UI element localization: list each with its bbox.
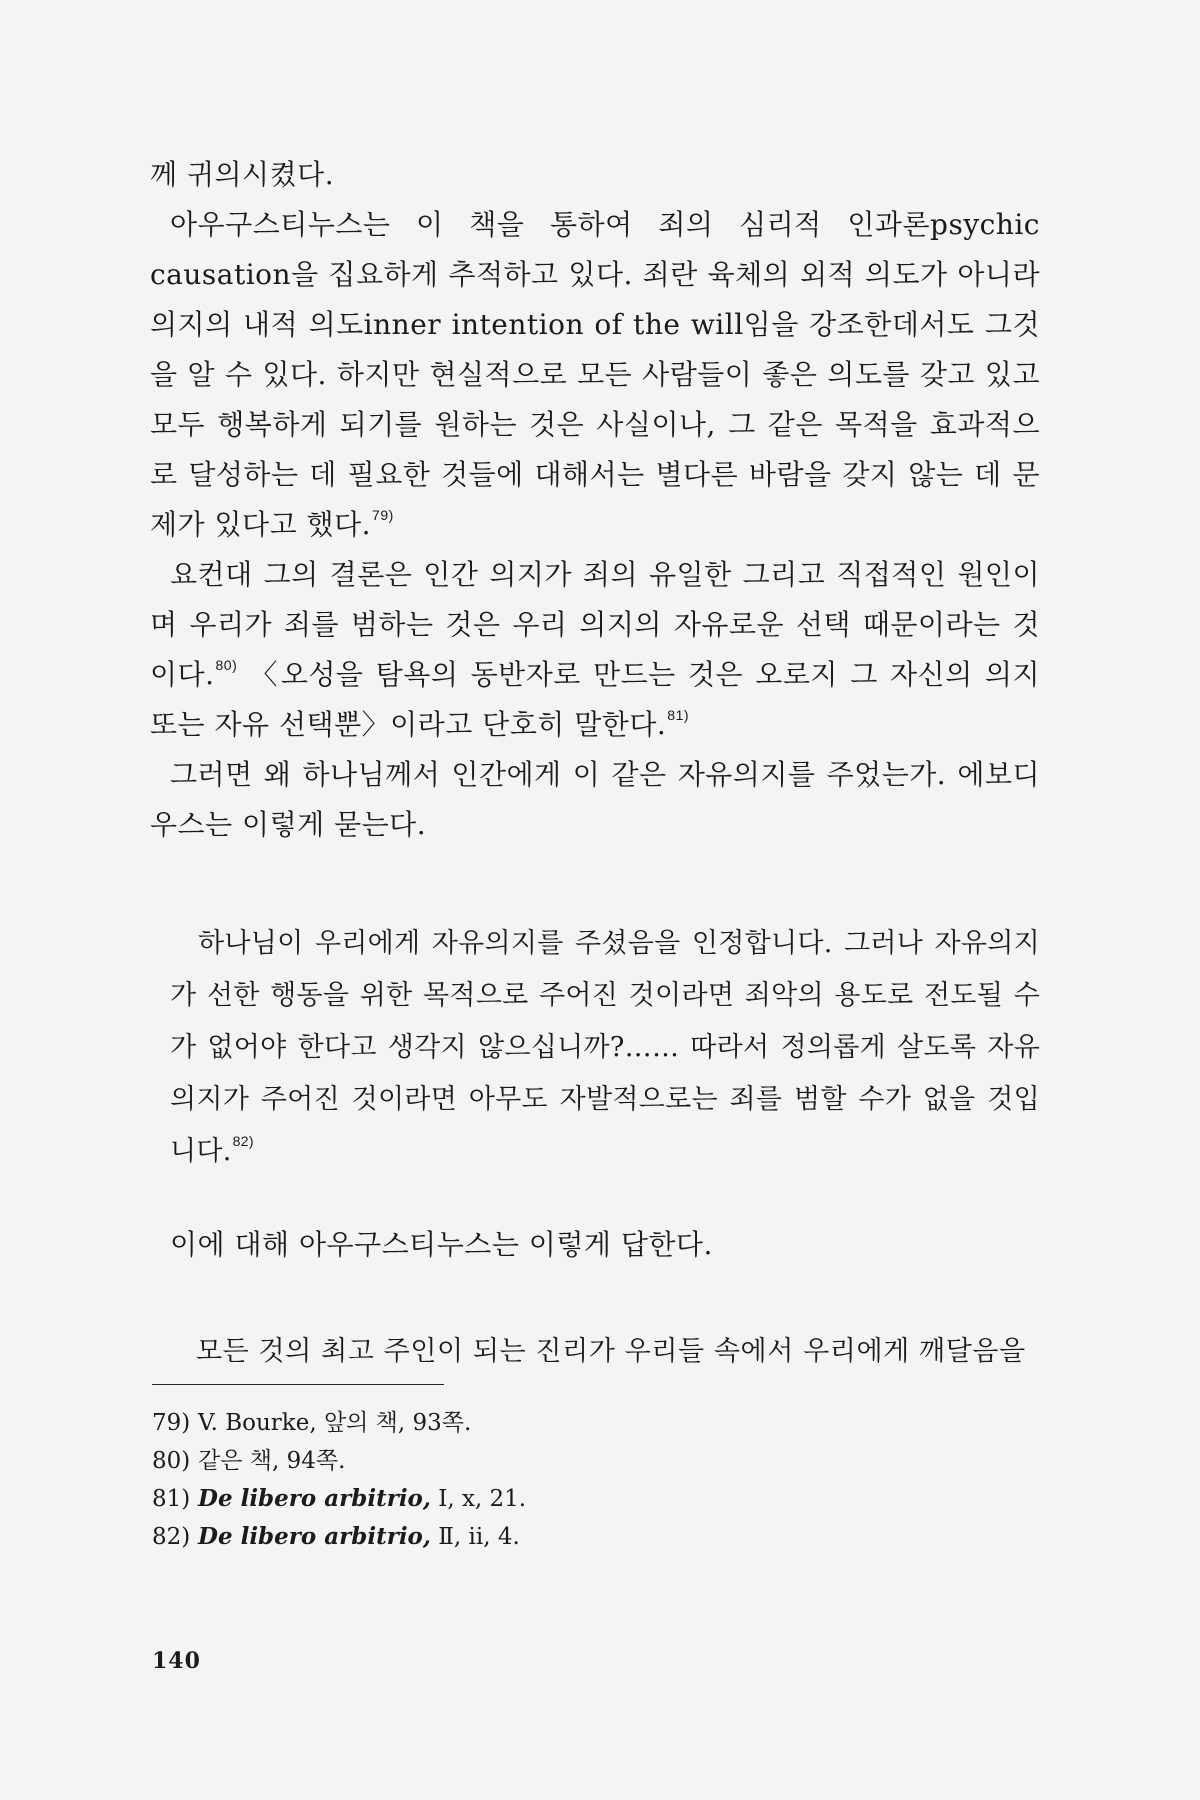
footnote-separator: [152, 1384, 444, 1385]
footnote-ref-81: 81): [667, 707, 690, 723]
block-quote: [170, 918, 1040, 1178]
footnote-item: 79) V. Bourke, 앞의 책, 93쪽.: [152, 1410, 472, 1436]
page-number: 140: [152, 1648, 201, 1674]
answer-line: 이에 대해 아우구스티누스는 이렇게 답한다.: [170, 1228, 713, 1261]
footnote-ref-82: 82): [232, 1133, 254, 1149]
answer-quote-start: 모든 것의 최고 주인이 되는 진리가 우리들 속에서 우리에게 깨달음을: [196, 1336, 1026, 1367]
footnote-item: 81) De libero arbitrio, Ⅰ, x, 21.: [152, 1485, 527, 1512]
paragraph-1: 께 귀의시켰다.: [150, 158, 335, 191]
footnote-item: 82) De libero arbitrio, Ⅱ, ii, 4.: [152, 1523, 520, 1550]
paragraph-4: 그러면 왜 하나님께서 인간에게 이 같은 자유의지를 주었는가. 에보디우스는 이렇게 묻는다.: [150, 758, 1040, 841]
footnote-ref-79: 79): [372, 507, 394, 523]
footnote-item: 80) 같은 책, 94쪽.: [152, 1448, 346, 1474]
quote-paragraph: 하나님이 우리에게 자유의지를 주셨음을 인정합니다. 그러나 자유의지가 선한 행동을 위한 목적으로 주어진 것이라면 죄악의 용도로 전도될 수가 없어야 한다고 생각지 않으십니까?…… 따라서 정의롭게 살도록 자유의지가 주어진 것이라면 아무도 자발적으로는 죄를 범할 수가 없을 것입니다.$^{82)}$: [170, 928, 1040, 1167]
footnote-ref-80: 80): [215, 657, 238, 673]
paragraph-2: 아우구스티누스는 이 책을 통하여 죄의 심리적 인과론psychic causation을 집요하게 추적하고 있다. 죄란 육체의 외적 의도가 아니라 의지의 내적 의도inner intention of the will임을 강조한데서도 그것을 알 수 있다. 하지만 현실적으로 모든 사람들이 좋은 의도를 갖고 있고 모두 행복하게 되기를 원하는 것은 사실이나, 그 같은 목적을 효과적으로 달성하는 데 필요한 것들에 대해서는 별다른 바람을 갖지 않는 데 문제가 있다고 했다.$^{79)}$: [150, 208, 1040, 541]
paragraph-3: 요컨대 그의 결론은 인간 의지가 죄의 유일한 그리고 직접적인 원인이며 우리가 죄를 범하는 것은 우리 의지의 자유로운 선택 때문이라는 것이다.$^{80)}$ 〈오성을 탐욕의 동반자로 만드는 것은 오로지 그 자신의 의지 또는 자유 선택뿐〉이라고 단호히 말한다.$^{81)}$: [150, 558, 1040, 741]
main-text: [150, 150, 1040, 850]
footnote-list: [152, 1404, 1032, 1556]
